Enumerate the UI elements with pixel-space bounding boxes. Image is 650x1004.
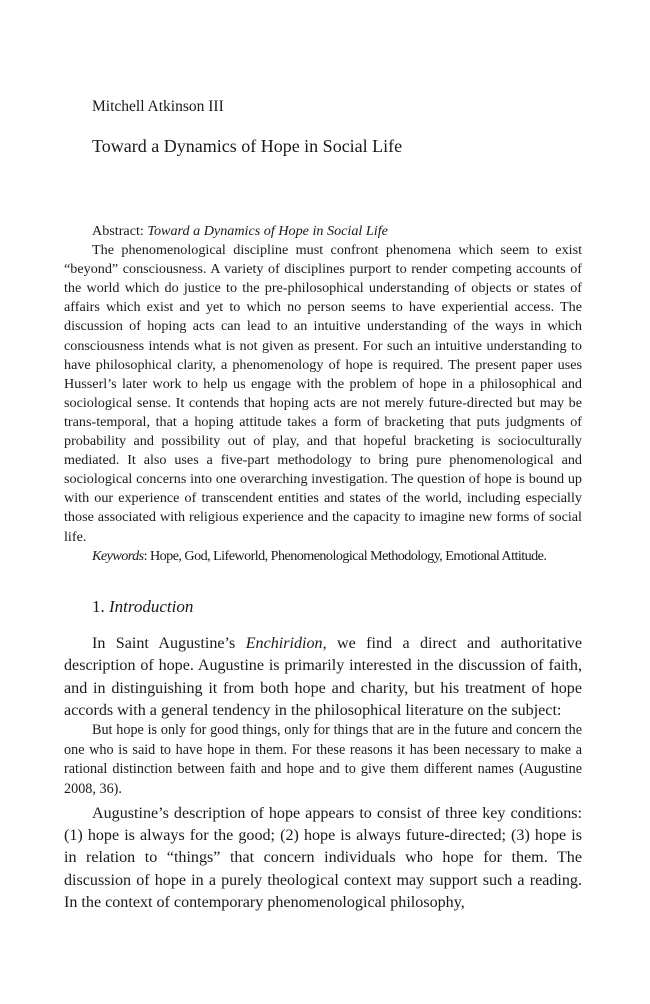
keywords (64, 547, 582, 566)
abstract-body: The phenomenological discipline must confront phenomena which seem to exist “beyond” consciousness. A variety of disciplines purport to render competing accounts of the world which do justice to the pre-philosophical understanding of objects or states of affairs which exist and yet to which no person seems to have experiential access. The discussion of hoping acts can lead to an intuitive understanding of the ways in which consciousness intends what is not given as present. For such an intuitive understanding to have philosophical clarity, a phenomenology of hope is required. The present paper uses Husserl’s later work to help us engage with the problem of hope in a philosophical and sociological sense. It contends that hoping acts are not merely future-directed but may be trans-temporal, that a hoping attitude takes a form of bracketing that puts judgments of probability and possibility out of play, and that hopeful bracketing is socioculturally mediated. It also uses a five-part methodology to bring pure phenomenological and sociological concerns into one overarching investigation. The question of hope is bound up with our experience of transcendent entities and states of the world, including especially those associated with religious experience and the capacity to imagine new forms of social life. (64, 242, 582, 545)
paragraph-1-before: In Saint Augustine’s (92, 635, 246, 652)
abstract-label: Abstract: (92, 223, 148, 239)
block-quote: But hope is only for good things, only for things that are in the future and concern the one who is said to have hope in them. For these reasons it has been necessary to make a rational distinction between faith and hope and to give them different names (Augustine 2008, 36). (64, 722, 582, 797)
enchiridion-title: Enchiridion (245, 635, 323, 652)
abstract-heading (64, 222, 582, 241)
body-paragraph-2: Augustine’s description of hope appears to consist of three key conditions: (1) hope is always for the good; (2) hope is always future-directed; (3) hope is in relation to “things” that concern individuals who hope for them. The discussion of hope in a purely theological context may support such a reading. In the context of contemporary phenomenological philosophy, (64, 805, 582, 911)
abstract-title: Toward a Dynamics of Hope in Social Life (147, 223, 388, 239)
paragraph-1-after: , we find a direct and authoritative description of hope. Augustine is primarily interested in the discussion of faith, and in distinguishing it from both hope and charity, but his treatment of hope accords with a general tendency in the philosophical literature on the subject: (64, 635, 582, 719)
abstract (64, 222, 582, 566)
body-paragraph-1 (64, 633, 582, 722)
keywords-list: : Hope, God, Lifeworld, Phenomenological Methodology, Emotional Attitude. (143, 547, 547, 564)
article-title: Toward a Dynamics of Hope in Social Life (92, 136, 403, 156)
section-title: Introduction (109, 597, 194, 616)
section-heading (92, 597, 193, 617)
keywords-label: Keywords (92, 547, 144, 564)
section-number: 1. (92, 597, 109, 616)
author-name: Mitchell Atkinson III (92, 98, 224, 115)
